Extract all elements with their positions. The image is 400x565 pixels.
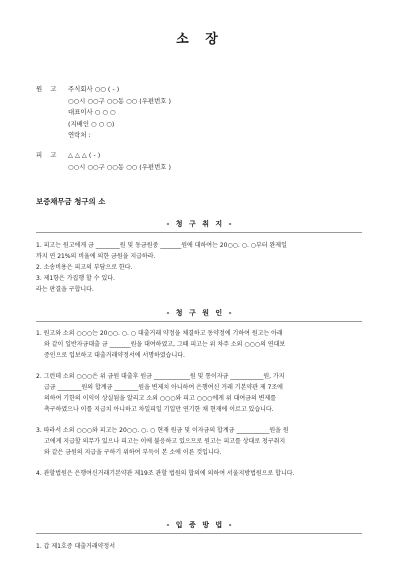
claim-section-heading: - 청 구 취 지 - xyxy=(166,220,234,228)
claim-items xyxy=(36,240,366,295)
evidence-items xyxy=(36,541,366,552)
plaintiff-role: 원 고 xyxy=(36,85,60,93)
cause-section-heading: - 청 구 원 인 - xyxy=(166,309,234,317)
plaintiff-line: 대표이사 ○ ○ ○ xyxy=(68,108,116,116)
plaintiff-line: 주식회사 ○○ ( - ) xyxy=(68,85,120,93)
claim-item: 3. 제1항은 가집행 할 수 있다. xyxy=(36,275,115,282)
cause-paragraph xyxy=(36,328,366,361)
cause-line: 3. 따라서 소외 ○○○와 피고는 20○○. ○. ○ 현재 원금 및 이자금의 합계금 ___________원을 원 xyxy=(36,427,289,434)
cause-line: 2. 그런데 소외 ○○○은 위 금원 대출후 원금 ____________원 및 통이자금 ___________원, 가지 xyxy=(36,373,285,380)
section-divider xyxy=(36,533,362,534)
cause-line: 증인으로 입보하고 대출거래약정서에 서명하였습니다. xyxy=(44,352,185,359)
section-divider xyxy=(36,232,362,233)
defendant-line: ○○시 ○○구 ○○동 ○○ (우편번호 ) xyxy=(68,162,171,171)
claim-item: 2. 소송비용은 피고의 부담으로 한다. xyxy=(36,264,133,271)
cause-line: 고에게 지급할 의무가 있으나 피고는 이에 불응하고 있으므로 원고는 피고를 상대로 청구취지 xyxy=(44,438,286,445)
claim-item: 까지 연 21%의 비율에 의한 금원을 지급하라. xyxy=(36,253,156,260)
cause-paragraphs xyxy=(36,328,366,489)
cause-line: 급금 ________원의 합계금 ________원을 변제치 아니하여 은행여신 거래 기본약관 제 7조에 xyxy=(44,384,283,391)
cause-line: 의하여 기한의 이익이 상실됨을 알리고 소외 ○○○와 피고 ○○○에게 위 대여금의 변제를 xyxy=(44,395,277,402)
cause-line: 4. 관할법원은 은행여신거래기본약관 제19조 관할 법원의 합의에 의하여 서울지방법원으로 합니다. xyxy=(36,470,295,477)
cause-paragraph xyxy=(36,371,366,415)
claim-item: 1. 피고는 원고에게 금 ________원 및 동금원중 _______원에 대하여는 20○○. ○. ○부터 완제일 xyxy=(36,242,287,249)
plaintiff-line: ○○시 ○○구 ○○동 ○○ (우편번호 ) xyxy=(68,96,171,105)
cause-paragraph xyxy=(36,425,366,458)
defendant-line: △ △ △ ( - ) xyxy=(68,151,101,159)
cause-line: 1. 원고와 소외 ○○○는 20○○. ○. ○ 대출거래 약정을 체결하고 동약정에 기하여 원고는 아래 xyxy=(36,330,283,337)
cause-line: 촉구하였으나 이를 지급치 아니하고 차일피일 기일만 연기한 채 현재에 이르고 있습니다. xyxy=(44,406,274,413)
section-divider xyxy=(36,321,362,322)
defendant-role: 피 고 xyxy=(36,151,60,159)
cause-line: 와 같은 금원의 지급을 구하기 위하여 부득이 본 소에 이른 것입니다. xyxy=(44,449,222,456)
plaintiff-line: (지배인 ○ ○ ○) xyxy=(68,119,115,128)
evidence-section-heading: - 입 증 방 법 - xyxy=(166,521,234,529)
case-name: 보증채무금 청구의 소 xyxy=(36,197,106,206)
defendant-lines xyxy=(68,150,388,173)
claim-item: 라는 판결을 구합니다. xyxy=(36,286,94,293)
plaintiff-line: 연락처 : xyxy=(68,131,91,139)
cause-line: 와 같이 일반자금대출 금 _______원을 대여하였고, 그때 피고는 위 차주 소외 ○○○의 연대보 xyxy=(44,341,286,348)
evidence-item: 1. 갑 제1호증 대출거래약정서 xyxy=(36,543,116,550)
cause-paragraph xyxy=(36,468,366,479)
plaintiff-lines xyxy=(68,84,388,142)
document-title: 소 장 xyxy=(176,32,224,47)
